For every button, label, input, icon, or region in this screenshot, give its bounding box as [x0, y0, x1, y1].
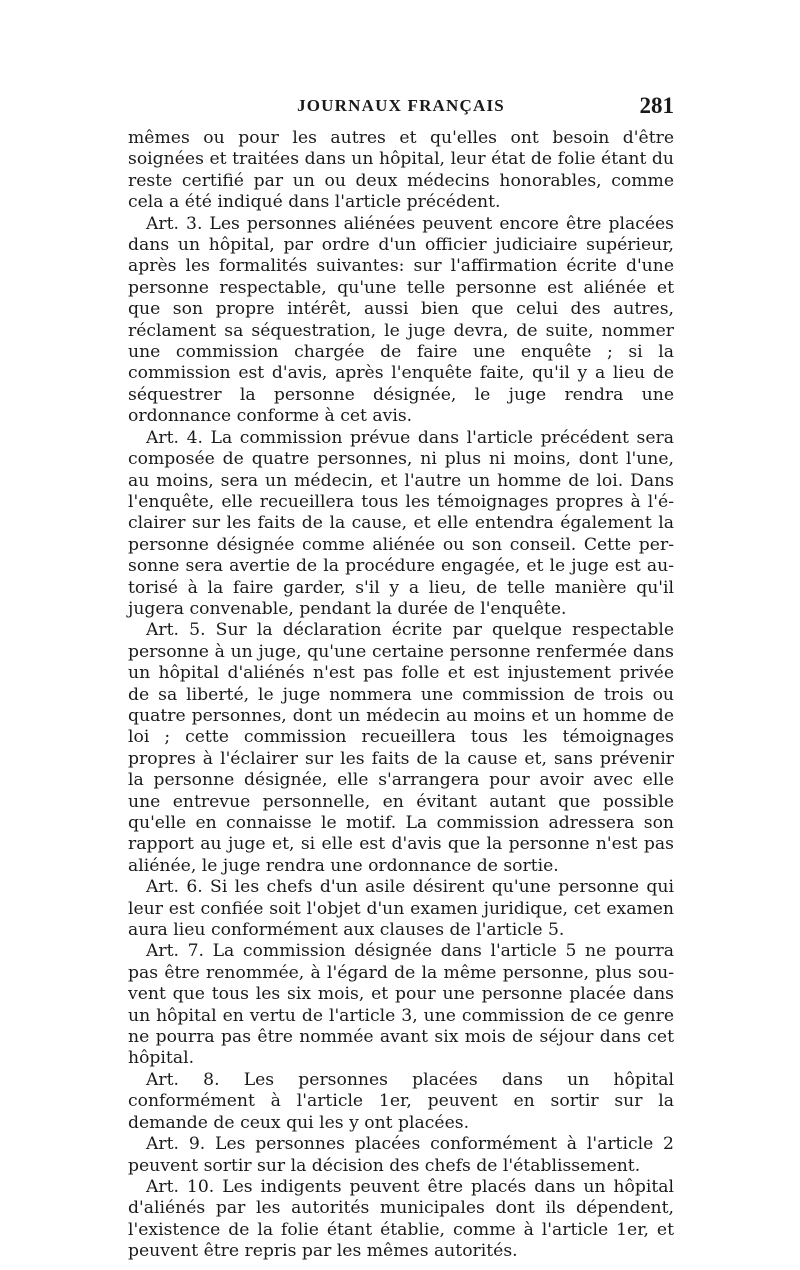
- paragraph-article-9: Art. 9. Les personnes placées conformément à l'article 2 peuvent sortir sur la décision des chefs de l'établissement.: [128, 1134, 674, 1176]
- running-head: [128, 94, 674, 124]
- paragraph-article-5: Art. 5. Sur la déclaration écrite par quelque respectable personne à un juge, qu'une certaine personne renfermée dans un hôpital d'aliénés n'est pas folle et est injustement privée de sa liberté, le juge nommera une commission de trois ou quatre personnes, dont un médecin au moins et un homme de loi ; cette commission recueillera tous les témoignages propres à l'éclairer sur les faits de la cause et, sans prévenir la personne désignée, elle s'arrangera pour avoir avec elle une entrevue personnelle, en évitant autant que possible qu'elle en connaisse le motif. La commission adressera son rapport au juge et, si elle est d'avis que la personne n'est pas aliénée, le juge rendra une ordonnance de sortie.: [128, 620, 674, 876]
- document-page: [128, 94, 674, 1263]
- paragraph-article-8: Art. 8. Les personnes placées dans un hôpital conformément à l'article 1er, peuvent en sortir sur la demande de ceux qui les y ont placées.: [128, 1069, 674, 1133]
- paragraph-article-10: Art. 10. Les indigents peuvent être placés dans un hôpital d'aliénés par les autorités municipales dont ils dépendent, l'existence de la folie étant établie, comme à l'article 1er, et peuvent être repris par les mêmes autorités.: [128, 1176, 674, 1262]
- paragraph-article-4: Art. 4. La commission prévue dans l'article précédent sera composée de quatre personnes, ni plus ni moins, dont l'une, au moins, sera un médecin, et l'autre un homme de loi. Dans l'enquête, elle recueillera tous les témoignages propres à l'éclairer sur les faits de la cause, et elle entendra également la personne désignée comme aliénée ou son conseil. Cette personne sera avertie de la procédure engagée, et le juge est autorisé à la faire garder, s'il y a lieu, de telle manière qu'il jugera convenable, pendant la durée de l'enquête.: [128, 427, 674, 619]
- paragraph-article-3: Art. 3. Les personnes aliénées peuvent encore être placées dans un hôpital, par ordre d'un officier judiciaire supérieur, après les formalités suivantes: sur l'affirmation écrite d'une personne respectable, qu'une telle personne est aliénée et que son propre intérêt, aussi bien que celui des autres, réclament sa séquestration, le juge devra, de suite, nommer une commission chargée de faire une enquête ; si la commission est d'avis, après l'enquête faite, qu'il y a lieu de séquestrer la personne désignée, le juge rendra une ordonnance conforme à cet avis.: [128, 213, 674, 427]
- running-head-title: JOURNAUX FRANÇAIS: [297, 96, 505, 115]
- page-number: 281: [639, 93, 674, 118]
- paragraph-article-7: Art. 7. La commission désignée dans l'article 5 ne pourra pas être renommée, à l'égard de la même personne, plus souvent que tous les six mois, et pour une personne placée dans un hôpital en vertu de l'article 3, une commission de ce genre ne pourra pas être nommée avant six mois de séjour dans cet hôpital.: [128, 941, 674, 1069]
- paragraph-continuation: mêmes ou pour les autres et qu'elles ont besoin d'être soignées et traitées dans un hôpital, leur état de folie étant du reste certifié par un ou deux médecins honorables, comme cela a été indiqué dans l'article précédent.: [128, 128, 674, 213]
- paragraph-article-6: Art. 6. Si les chefs d'un asile désirent qu'une personne qui leur est confiée soit l'objet d'un examen juridique, cet examen aura lieu conformément aux clauses de l'article 5.: [128, 877, 674, 941]
- body-text: [128, 128, 674, 1263]
